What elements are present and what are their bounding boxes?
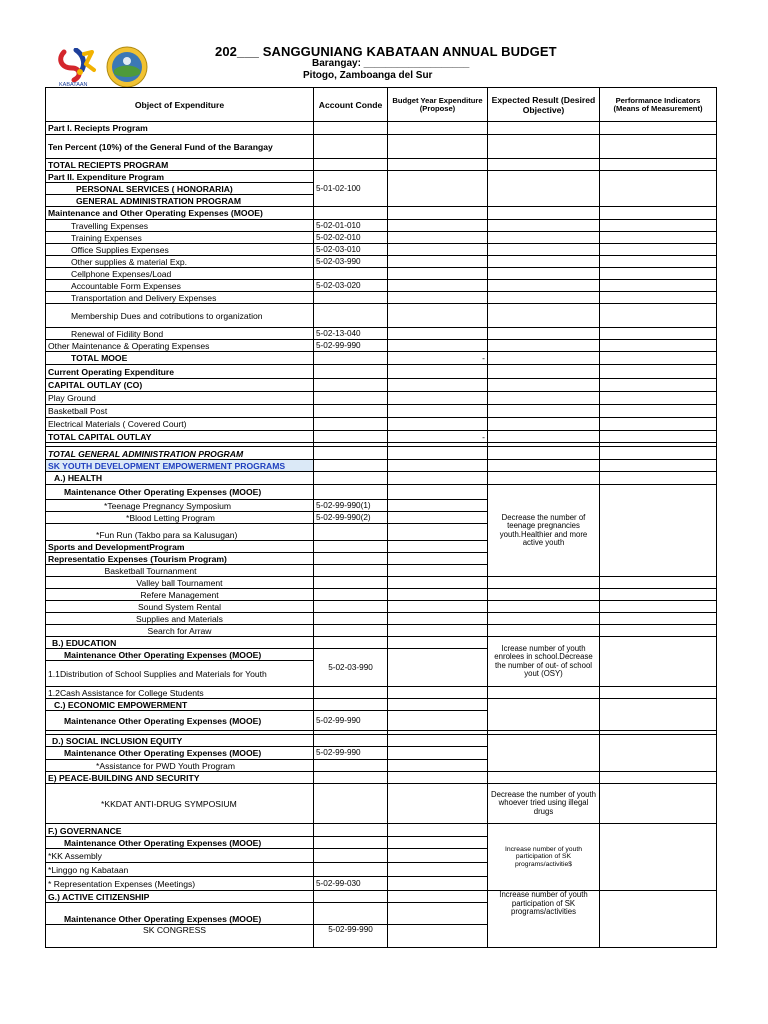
row-label: Other Maintenance & Operating Expenses: [46, 340, 314, 352]
table-row: [46, 340, 717, 352]
row-label: F.) GOVERNANCE: [46, 824, 314, 837]
row-label: Basketball Post: [46, 405, 314, 418]
row-label: Maintenance Other Operating Expenses (MOOE): [46, 903, 314, 925]
table-row: [46, 699, 717, 711]
row-label: Part II. Expenditure Program: [46, 171, 314, 183]
table-row: [46, 589, 717, 601]
budget-value: -: [388, 352, 488, 365]
row-label: *KKDAT ANTI-DRUG SYMPOSIUM: [46, 784, 314, 824]
table-row: [46, 328, 717, 340]
barangay-field: Barangay: ___________________: [312, 58, 470, 69]
table-row: [46, 625, 717, 637]
expected-result-governance: Increase number of youth participation of SK programs/activitie$: [488, 824, 600, 891]
table-row: [46, 268, 717, 280]
table-row: [46, 891, 717, 903]
col-account-header: Account Conde: [314, 88, 388, 122]
table-row: [46, 431, 717, 443]
row-label: Ten Percent (10%) of the General Fund of the Barangay: [46, 135, 314, 159]
row-label: 1.2Cash Assistance for College Students: [46, 687, 314, 699]
table-row: [46, 613, 717, 625]
row-label: *Teenage Pregnancy Symposium: [46, 500, 314, 512]
table-row: [46, 784, 717, 824]
col-result-header: Expected Result (Desired Objective): [488, 88, 600, 122]
account-code: 5-02-03-020: [314, 280, 388, 292]
row-label: Maintenance Other Operating Expenses (MOOE): [46, 711, 314, 731]
row-label: *Fun Run (Takbo para sa Kalusugan): [46, 524, 314, 541]
row-label: Sound System Rental: [46, 601, 314, 613]
row-label: Membership Dues and cotributions to organization: [46, 304, 314, 328]
row-label: TOTAL GENERAL ADMINISTRATION PROGRAM: [46, 447, 314, 460]
table-row: [46, 405, 717, 418]
row-label: *Blood Letting Program: [46, 512, 314, 524]
table-row: [46, 772, 717, 784]
account-code: 5-02-99-990: [314, 711, 388, 731]
row-label: Representatio Expenses (Tourism Program): [46, 553, 314, 565]
table-header-row: [46, 88, 717, 122]
row-label: Maintenance Other Operating Expenses (MOOE): [46, 649, 314, 661]
row-label: Accountable Form Expenses: [46, 280, 314, 292]
table-row: [46, 122, 717, 135]
row-label: TOTAL CAPITAL OUTLAY: [46, 431, 314, 443]
account-code: 5-02-99-990: [314, 747, 388, 760]
location-label: Pitogo, Zamboanga del Sur: [303, 70, 433, 81]
table-row: [46, 577, 717, 589]
row-label: SK CONGRESS: [46, 925, 314, 948]
table-row: [46, 256, 717, 268]
table-row: [46, 159, 717, 171]
row-label: Current Operating Expenditure: [46, 365, 314, 379]
table-row: [46, 365, 717, 379]
municipal-seal-icon: [106, 46, 148, 88]
row-label: E) PEACE-BUILDING AND SECURITY: [46, 772, 314, 784]
row-label: Maintenance Other Operating Expenses (MOOE): [46, 747, 314, 760]
row-label: C.) ECONOMIC EMPOWERMENT: [46, 699, 314, 711]
row-label: GENERAL ADMINISTRATION PROGRAM: [46, 195, 314, 207]
row-label: Transportation and Delivery Expenses: [46, 292, 314, 304]
expected-result-health: Decrease the number of teenage pregnancies youth.Healthier and more active youth: [488, 485, 600, 577]
row-label: Search for Arraw: [46, 625, 314, 637]
account-code: 5-02-99-990(1): [314, 500, 388, 512]
table-row: [46, 304, 717, 328]
account-code: 5-02-99-990(2): [314, 512, 388, 524]
table-row: [46, 292, 717, 304]
table-row: [46, 220, 717, 232]
row-label: TOTAL RECIEPTS PROGRAM: [46, 159, 314, 171]
expected-result-peace: Decrease the number of youth whoever tried using illegal drugs: [488, 784, 600, 824]
table-row: [46, 824, 717, 837]
row-label: A.) HEALTH: [46, 472, 314, 485]
row-label: Renewal of Fidility Bond: [46, 328, 314, 340]
row-label: D.) SOCIAL INCLUSION EQUITY: [46, 735, 314, 747]
table-row: [46, 447, 717, 460]
row-label: 1.1Distribution of School Supplies and Materials for Youth: [46, 661, 314, 687]
account-code: 5-02-99-990: [314, 925, 388, 948]
col-object-header: Object of Expenditure: [46, 88, 314, 122]
row-label: Valley ball Tournament: [46, 577, 314, 589]
row-label: Cellphone Expenses/Load: [46, 268, 314, 280]
row-label: Maintenance and Other Operating Expenses (MOOE): [46, 207, 314, 220]
account-code: 5-02-99-990: [314, 340, 388, 352]
row-label: Part I. Reciepts Program: [46, 122, 314, 135]
row-label: B.) EDUCATION: [46, 637, 314, 649]
account-code: 5-02-13-040: [314, 328, 388, 340]
account-code: 5-02-99-030: [314, 877, 388, 891]
document-header: [0, 0, 768, 88]
budget-value: -: [388, 431, 488, 443]
row-label: Maintenance Other Operating Expenses (MOOE): [46, 485, 314, 500]
sk-kabataan-logo: [56, 48, 98, 88]
row-label: Electrical Materials ( Covered Court): [46, 418, 314, 431]
table-row: [46, 687, 717, 699]
table-row: [46, 735, 717, 747]
budget-table: [45, 87, 717, 948]
table-row: [46, 352, 717, 365]
row-label: *Linggo ng Kabataan: [46, 863, 314, 877]
row-label: Play Ground: [46, 392, 314, 405]
account-code: 5-02-01-010: [314, 220, 388, 232]
table-row: [46, 392, 717, 405]
table-row: [46, 601, 717, 613]
table-row: [46, 207, 717, 220]
row-label: PERSONAL SERVICES ( HONORARIA): [46, 183, 314, 195]
row-label: Sports and DevelopmentProgram: [46, 541, 314, 553]
logo-text: KABATAAN: [59, 82, 88, 88]
account-code: 5-01-02-100: [314, 171, 388, 207]
table-row: [46, 232, 717, 244]
table-row: [46, 460, 717, 472]
table-row: [46, 637, 717, 649]
col-indicators-header: Performance Indicators (Means of Measurement): [600, 88, 717, 122]
section-heading: SK YOUTH DEVELOPMENT EMPOWERMENT PROGRAMS: [46, 460, 314, 472]
row-label: Travelling Expenses: [46, 220, 314, 232]
row-label: * Representation Expenses (Meetings): [46, 877, 314, 891]
row-label: CAPITAL OUTLAY (CO): [46, 379, 314, 392]
expected-result-education: Icrease number of youth enrolees in school.Decrease the number of out- of school yout (OSY): [488, 637, 600, 687]
table-row: [46, 418, 717, 431]
row-label: TOTAL MOOE: [46, 352, 314, 365]
expected-result-citizenship: Increase number of youth participation of SK programs/activities: [488, 891, 600, 948]
account-code: 5-02-02-010: [314, 232, 388, 244]
col-budget-header: Budget Year Expenditure (Propose): [388, 88, 488, 122]
account-code: 5-02-03-990: [314, 649, 388, 687]
table-row: [46, 171, 717, 183]
account-code: 5-02-03-010: [314, 244, 388, 256]
account-code: 5-02-03-990: [314, 256, 388, 268]
table-row: [46, 379, 717, 392]
row-label: Basketball Tournanment: [46, 565, 314, 577]
row-label: Training Expenses: [46, 232, 314, 244]
row-label: Office Supplies Expenses: [46, 244, 314, 256]
table-row: [46, 485, 717, 500]
row-label: *KK Assembly: [46, 849, 314, 863]
table-row: [46, 472, 717, 485]
row-label: Refere Management: [46, 589, 314, 601]
row-label: Other supplies & material Exp.: [46, 256, 314, 268]
page-title: 202___ SANGGUNIANG KABATAAN ANNUAL BUDGET: [215, 44, 557, 59]
row-label: Maintenance Other Operating Expenses (MOOE): [46, 837, 314, 849]
table-row: [46, 244, 717, 256]
row-label: *Assistance for PWD Youth Program: [46, 760, 314, 772]
row-label: Supplies and Materials: [46, 613, 314, 625]
row-label: G.) ACTIVE CITIZENSHIP: [46, 891, 314, 903]
table-row: [46, 280, 717, 292]
table-row: [46, 135, 717, 159]
